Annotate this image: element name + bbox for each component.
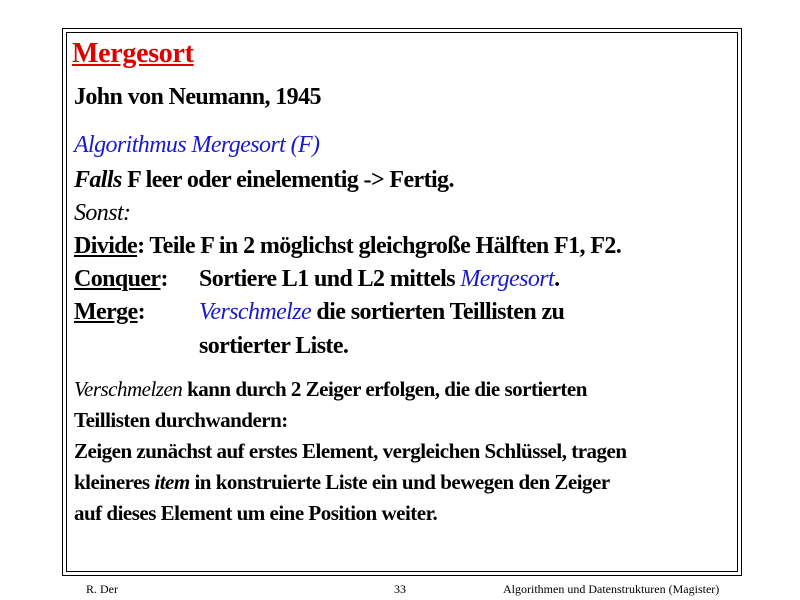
footer-author: R. Der: [86, 582, 118, 596]
para-line-4-b: in konstruierte Liste ein und bewegen den Zeiger: [189, 470, 610, 494]
merge-text-line-2: sortierter Liste.: [199, 333, 349, 359]
para-line-1: [74, 374, 724, 405]
para-line-3: Zeigen zunächst auf erstes Element, vergleichen Schlüssel, tragen: [74, 439, 627, 463]
slide-subtitle: John von Neumann, 1945: [74, 84, 321, 110]
conquer-text: Sortiere L1 und L2 mittels: [199, 266, 461, 292]
merge-link: Verschmelze: [199, 299, 312, 325]
conquer-label: Conquer: [74, 266, 161, 292]
merge-label-line: [74, 299, 145, 326]
merge-text: die sortierten Teillisten zu: [311, 299, 565, 325]
footer-page-number: 33: [394, 582, 406, 596]
para-ital-item: item: [154, 470, 190, 494]
para-ital-verschmelzen: Verschmelzen: [74, 377, 183, 401]
para-line-4-a: kleineres: [74, 470, 155, 494]
para-line-4: [74, 467, 724, 498]
merge-explanation: [74, 374, 724, 529]
merge-label: Merge: [74, 299, 138, 325]
divide-text: : Teile F in 2 möglichst gleichgroße Hälften F1, F2.: [137, 233, 622, 259]
conquer-end: .: [554, 266, 560, 292]
conquer-text-line: [199, 266, 559, 293]
footer-course: Algorithmen und Datenstrukturen (Magister): [503, 582, 720, 596]
sonst-line: Sonst:: [74, 200, 131, 226]
divide-line: [74, 233, 621, 260]
conquer-label-line: [74, 266, 168, 293]
falls-line: [74, 167, 454, 194]
para-line-2: Teillisten durchwandern:: [74, 408, 288, 432]
slide-title: Mergesort: [72, 38, 194, 69]
para-line-1-text: kann durch 2 Zeiger erfolgen, die die sortierten: [182, 377, 587, 401]
falls-word: Falls: [74, 167, 122, 193]
falls-text: F leer oder einelementig -> Fertig.: [121, 167, 454, 193]
divide-label: Divide: [74, 233, 138, 259]
para-line-5: auf dieses Element um eine Position weiter.: [74, 501, 438, 525]
algorithm-heading: Algorithmus Mergesort (F): [74, 132, 320, 158]
conquer-link: Mergesort: [460, 266, 555, 292]
merge-text-line: [199, 299, 564, 326]
merge-colon: :: [137, 299, 146, 325]
conquer-colon: :: [160, 266, 168, 292]
